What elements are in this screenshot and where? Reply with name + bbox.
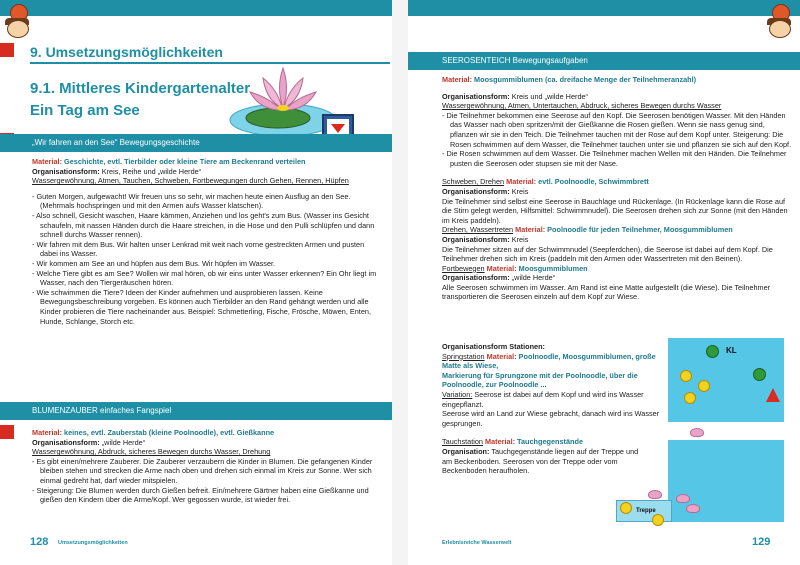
material-label: Material: <box>32 157 63 166</box>
section-subtitle: Ein Tag am See <box>30 102 140 119</box>
section-band: „Wir fahren an den See“ Bewegungsgeschichte <box>0 134 392 152</box>
material-text: Poolnoodle, Moosgummiblumen, große Matte als Wiese, <box>442 351 656 371</box>
variation-label: Variation: <box>442 389 473 399</box>
left-page <box>0 0 392 565</box>
page-number: 128 <box>30 536 49 548</box>
block-title: Drehen, Wassertreten <box>442 225 514 235</box>
stations-title: Organisationsform Stationen: <box>442 342 545 351</box>
material-label: Material: <box>32 428 63 437</box>
stations-section <box>442 342 664 476</box>
organisation-text: Tauchgegenstände liegen auf der Treppe und am Beckenboden. Seerosen von der Treppe oder vom Beckenboden heraufholen. <box>442 446 639 476</box>
page-footer: Erlebnisreiche Wasserwelt <box>442 540 512 546</box>
green-ball-icon <box>706 345 719 358</box>
swimmer-icon <box>620 502 632 514</box>
swimmer-icon <box>698 380 710 392</box>
station-text: Seerose wird an Land zur Wiese gebracht, danach wird ins Wasser gesprungen. <box>442 409 660 428</box>
page-footer: Umsetzungsmöglichkeiten <box>58 540 128 546</box>
section-band: BLUMENZAUBER einfaches Fangspiel <box>0 402 392 420</box>
page-gutter <box>392 0 408 565</box>
organisation-label: Organisationsform: <box>442 234 510 244</box>
lily-flower-icon <box>648 490 662 499</box>
game-item: - Steigerung: Die Blumen werden durch Gießen befreit. Ein/mehrere Gärtner haben eine Gießkanne und gießen den Kindern über die Arme/Kopf. Wer gegossen wurde, ist wieder frei. <box>32 485 369 505</box>
goals-text: Wassergewöhnung, Atmen, Tauchen, Schweben, Fortbewegungen durch Gehen, Rennen, Hüpfen <box>32 176 349 186</box>
page-number: 129 <box>752 536 771 548</box>
organisation-text: Kreis <box>509 186 529 196</box>
lily-flower-icon <box>690 428 704 437</box>
story-item: - Wir fahren mit dem Bus. Wir halten unser Lenkrad mit weit nach vorne gestreckten Armen und pusten dabei ins Wasser. <box>32 239 365 259</box>
organisation-label: Organisationsform: <box>442 91 510 101</box>
story-item: - Wie schwimmen die Tiere? Ideen der Kinder aufnehmen und ausprobieren lassen. Keine Bewegungsbeschreibung vorgeben. Es können auch Tierbilder an den Rand gehängt werden und alle Kinder probieren die Tiere nacheinander aus. Beispiel: Schmetterling, Fische, Frösche, Möwen, Enten, Hunde, Schlange, Storch etc. <box>32 287 371 326</box>
swimmer-icon <box>652 514 664 526</box>
section-title: 9.1. Mittleres Kindergartenalter <box>30 80 251 97</box>
material-label: Material: <box>485 437 516 447</box>
organisation-label: Organisationsform: <box>32 437 100 447</box>
section-band: SEEROSENTEICH Bewegungsaufgaben <box>408 52 800 70</box>
station-name: Tauchstation <box>442 437 483 447</box>
green-ball-icon <box>753 368 766 381</box>
block-title: Fortbewegen <box>442 263 485 273</box>
material-label: Material: <box>515 225 546 235</box>
story-item: - Wir kommen am See an und hüpfen aus dem Bus. Wir hüpfen im Wasser. <box>32 258 276 268</box>
organisation-text: Kreis <box>509 234 529 244</box>
story-item: - Guten Morgen, aufgewacht! Wir freuen uns so sehr, wir machen heute einen Ausflug an den See. (Mehrmals hochspringen und mit den Armen aufs Wasser klatschen). <box>32 191 351 211</box>
material-label: Material: <box>506 177 537 187</box>
block-text: Die Teilnehmer sind selbst eine Seerose in Bauchlage und Rückenlage. (In Rückenlage kann die Rose auf die Stirn gelegt werden, Hilfsmittel: Schwimmnudel). Die Seerosen drehen sich zur Sonne (mit den Händen im Kreis paddeln). <box>442 196 788 225</box>
organisation-label: Organisationsform: <box>32 166 100 176</box>
marker-cone-icon <box>766 388 780 402</box>
organisation-text: Kreis und „wilde Herde“ <box>509 91 588 101</box>
organisation-label: Organisationsform: <box>442 186 510 196</box>
block-text: Die Teilnehmer sitzen auf der Schwimmnudel (Seepferdchen), die Seerose ist dabei auf dem Kopf. Die Teilnehmer drehen sich im Kreis (paddeln mit den Armen oder Wassertreten mit den Beinen). <box>442 244 773 264</box>
swimmer-icon <box>680 370 692 382</box>
story-item: - Welche Tiere gibt es am See? Wollen wir mal hören, ob wir eins unter Wasser erkennen? Ein Ohr liegt im Wasser, nach den Tiergeräuschen hören. <box>32 268 377 288</box>
lily-flower-icon <box>676 494 690 503</box>
material-text: Moosgummiblumen (ca. dreifache Menge der Teilnehmeranzahl) <box>472 75 697 84</box>
block-text: Alle Seerosen schwimmen im Wasser. Am Rand ist eine Matte aufgestellt (die Wiese). Die Teilnehmer transportieren die Seerosen einzeln auf dem Kopf zur Wiese. <box>442 282 771 302</box>
red-marker <box>0 43 14 57</box>
block-title: Schweben, Drehen <box>442 177 505 187</box>
material-text: Tauchgegenstände <box>515 437 584 447</box>
material-text: evtl. Poolnoodle, Schwimmbrett <box>536 177 649 187</box>
material-label: Material: <box>486 263 517 273</box>
material-label: Material: <box>486 351 517 361</box>
station-name: Springstation <box>442 351 485 361</box>
organisation-text: „wilde Herde“ <box>99 437 146 447</box>
organisation-text: Kreis, Reihe und „wilde Herde“ <box>99 166 202 176</box>
material-text: Poolnoodle für jeden Teilnehmer, Moosgummiblumen <box>545 225 733 235</box>
story-section <box>32 157 384 326</box>
task-item: - Die Teilnehmer bekommen eine Seerose auf den Kopf. Die Seerosen benötigen Wasser. Mit den Händen das Wasser nach oben spritzen/mit der Gießkanne die Rosen gießen. Wenn sie nass genug sind, pflanzen wir sie in den Teich. Die Teilnehmer tauchen mit der Rose auf dem Kopf unter. Steigerung: Die Rosen schwimmen auf dem Wasser, die Teilnehmer tauchen unter sie und pflanzen sie sich auf den Kopf. <box>442 110 792 149</box>
diagram-label-kl: KL <box>726 346 737 355</box>
marking-text: Markierung für Sprungzone mit der Poolnoodle, über die Poolnoodle, zur Poolnoodle ... <box>442 370 638 390</box>
red-marker <box>0 425 14 439</box>
material-text: Moosgummiblumen <box>516 263 588 273</box>
lily-flower-icon <box>686 504 700 513</box>
game-section <box>32 428 384 505</box>
task-item: - Die Rosen schwimmen auf dem Wasser. Die Teilnehmer machen Wellen mit den Händen. Die Teilnehmer pusten die Seerosen oder stupsen sie mit der Nase. <box>442 149 787 168</box>
goals-text: Wassergewöhnung, Atmen, Untertauchen, Abdruck, sicheres Bewegen durchs Wasser <box>442 101 722 111</box>
organisation-label: Organisation: <box>442 446 490 456</box>
organisation-text: „wilde Herde“ <box>509 273 556 283</box>
material-label: Material: <box>442 75 473 84</box>
organisation-label: Organisationsform: <box>442 273 510 283</box>
material-text: keines, evtl. Zauberstab (kleine Poolnoodle), evtl. Gießkanne <box>62 428 275 437</box>
right-page <box>408 0 800 565</box>
game-item: - Es gibt einen/mehrere Zauberer. Die Zauberer verzaubern die Kinder in Blumen. Die gefangenen Kinder bleiben stehen und strecken die Arme nach oben und drehen sich einmal im Kreis zur Sonne. Wer sich einmal gedreht hat, darf wieder mitspielen. <box>32 456 373 485</box>
goals-text: Wassergewöhnung, Abdruck, sicheres Bewegen durchs Wasser, Drehung <box>32 447 271 457</box>
swimmer-icon <box>684 392 696 404</box>
seerosen-section <box>442 75 794 302</box>
diagram-label-treppe: Treppe <box>636 508 656 514</box>
variation-text: Seerose ist dabei auf dem Kopf und wird ins Wasser eingepflanzt. <box>442 389 644 409</box>
material-text: Geschichte, evtl. Tierbilder oder kleine Tiere am Beckenrand verteilen <box>62 157 306 166</box>
story-item: - Also schnell, Gesicht waschen, Haare kämmen, Anziehen und los geht's zum Bus. (Wasser ins Gesicht schaufeln, mit nassen Händen durch die Haare streichen, in die Hose und den Pulli schlüpfen und dann schnell durchs Wasser rennen). <box>32 210 375 240</box>
chapter-title: 9. Umsetzungsmöglichkeiten <box>30 44 223 60</box>
